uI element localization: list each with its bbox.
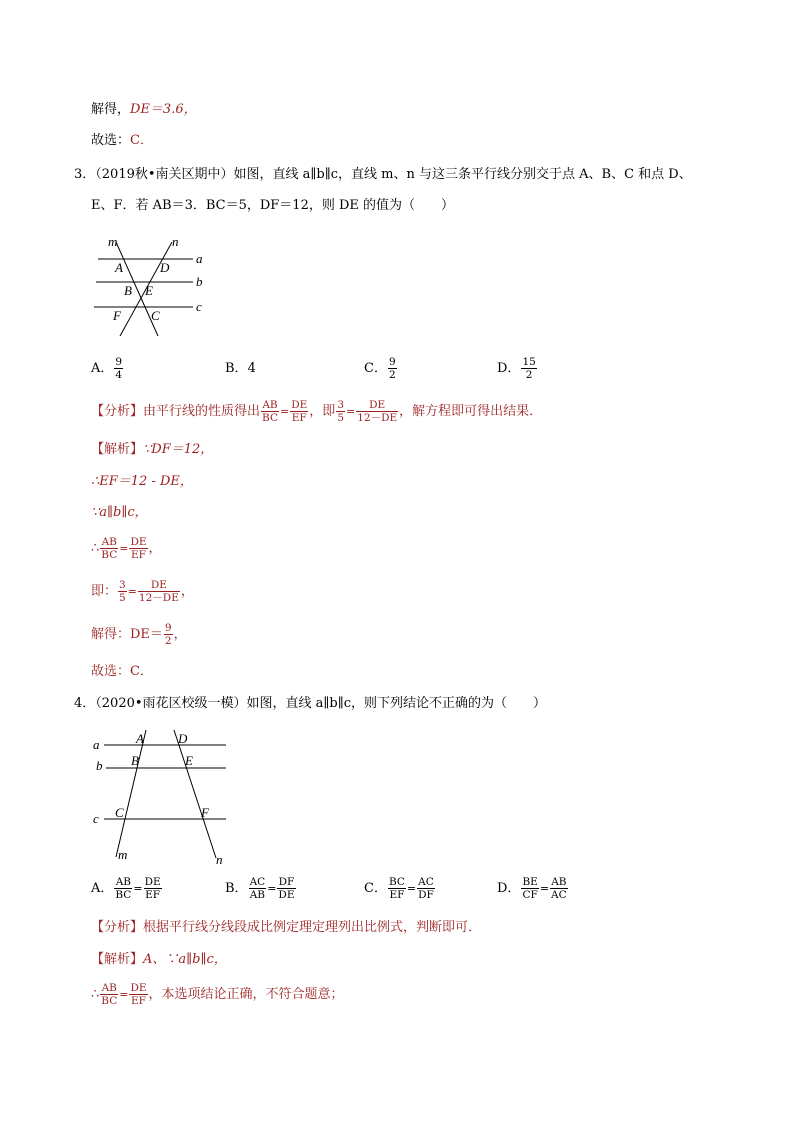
- frac-num: 3: [337, 399, 344, 411]
- q4-option-a-letter: A．: [91, 881, 114, 896]
- comma: ，: [180, 584, 194, 599]
- frac-num: DE: [291, 399, 308, 411]
- q3-sol-line1: [91, 440, 213, 460]
- q3-option-d-den: 2: [525, 369, 533, 381]
- q4-figure: [88, 724, 238, 869]
- q4-sol-line2: [91, 978, 344, 1012]
- q3-stem-1: （2019秋•南关区期中）如图，直线 a∥b∥c，直线 m、n 与这三条平行线分别交于点 A、B、C 和点 D、: [95, 167, 692, 182]
- q4-sol-tag: 【解析】: [91, 952, 144, 967]
- eq-sign: =: [406, 882, 417, 895]
- q4-label-b: b: [96, 758, 103, 773]
- frac-num: AB: [551, 876, 567, 888]
- frac-den: 2: [164, 635, 172, 647]
- q4-option-d-frac2: [550, 876, 568, 901]
- q3-option-a-frac: [114, 356, 123, 381]
- q3-stem-line1: [74, 165, 692, 185]
- prev-solve-prefix: 解得，: [91, 102, 131, 117]
- q3-sol5-frac2: [138, 579, 180, 604]
- frac-den: DE: [278, 889, 295, 901]
- q4-option-b-frac2: [277, 876, 295, 901]
- frac-num: DE: [130, 536, 147, 548]
- q3-analysis-frac4: [356, 399, 398, 424]
- q3-stem-line2: E、F．若 AB＝3．BC＝5，DF＝12，则 DE 的值为（ ）: [91, 198, 455, 213]
- q3-choose: 故选：C．: [91, 664, 153, 679]
- q3-analysis-frac2: [290, 399, 308, 424]
- q3-label-A: A: [115, 260, 123, 275]
- q4-option-d[interactable]: [497, 872, 569, 906]
- frac-num: BC: [388, 876, 405, 888]
- q4-option-c-frac1: [388, 876, 406, 901]
- frac-den: AB: [249, 889, 266, 901]
- frac-den: BC: [115, 889, 132, 901]
- frac-num: 9: [164, 622, 172, 634]
- q4-label-n: n: [216, 852, 223, 867]
- frac-den: CF: [522, 889, 538, 901]
- q3-label-c: c: [196, 299, 202, 314]
- frac-num: DE: [356, 399, 398, 412]
- q4-sol2-frac1: [100, 982, 118, 1007]
- q4-option-c-letter: C．: [364, 881, 387, 896]
- q4-analysis: [91, 918, 481, 938]
- eq-sign: =: [133, 882, 143, 895]
- q3-option-d[interactable]: [497, 353, 538, 385]
- q3-analysis-frac3: [336, 399, 345, 424]
- frac-num: AB: [101, 536, 117, 548]
- q3-sol4-frac2: [129, 536, 147, 561]
- q4-option-a[interactable]: [91, 872, 163, 906]
- q4-label-m: m: [118, 847, 128, 862]
- q4-option-b[interactable]: [225, 872, 297, 906]
- frac-den: 12－DE: [357, 412, 398, 424]
- eq-sign: =: [127, 585, 137, 598]
- q3-option-d-num: 15: [522, 356, 536, 368]
- frac-den: 12－DE: [138, 592, 179, 604]
- frac-den: EF: [131, 549, 146, 561]
- frac-den: EF: [291, 412, 307, 424]
- eq-sign: =: [119, 988, 129, 1001]
- q3-option-d-frac: [521, 356, 536, 381]
- frac-num: 3: [119, 579, 126, 591]
- frac-num: AC: [249, 876, 266, 888]
- q4-option-a-frac2: [144, 876, 162, 901]
- q3-option-c-den: 2: [388, 369, 396, 381]
- q3-analysis-text-a: 由平行线的性质得出: [143, 404, 261, 419]
- q4-option-d-frac1: [521, 876, 538, 901]
- q4-option-b-frac1: [249, 876, 267, 901]
- q3-option-b-text: 4: [247, 361, 256, 376]
- frac-num: AB: [262, 399, 278, 411]
- prev-choose-answer: C．: [130, 133, 153, 148]
- frac-den: EF: [131, 995, 146, 1007]
- q4-sol-line1: [91, 950, 227, 970]
- q3-option-d-letter: D．: [497, 361, 521, 376]
- q3-option-c-num: 9: [388, 356, 396, 368]
- frac-den: AC: [551, 889, 567, 901]
- q4-option-c-frac2: [417, 876, 435, 901]
- q4-option-c[interactable]: [364, 872, 436, 906]
- frac-den: DF: [418, 889, 434, 901]
- q3-label-B: B: [124, 283, 132, 298]
- q3-sol6-frac: [164, 622, 173, 647]
- q3-analysis: [91, 396, 542, 428]
- frac-num: DE: [138, 579, 180, 592]
- q3-label-C: C: [151, 308, 160, 323]
- q3-option-b-letter: B．: [225, 361, 248, 376]
- q3-sol-tag: 【解析】: [91, 442, 144, 457]
- frac-num: AB: [115, 876, 132, 888]
- frac-den: EF: [145, 889, 161, 901]
- q3-label-b: b: [196, 274, 203, 289]
- frac-num: DE: [144, 876, 161, 888]
- q4-option-d-letter: D．: [497, 881, 521, 896]
- q4-label-a: a: [93, 737, 100, 752]
- q3-analysis-text-b: ，即: [309, 404, 336, 419]
- q4-sol2-prefix: ∴: [91, 987, 100, 1002]
- q3-sol1: ∵DF＝12，: [143, 442, 214, 457]
- frac-den: BC: [101, 995, 118, 1007]
- q4-sol2-suffix: ，本选项结论正确，不符合题意；: [148, 987, 344, 1002]
- eq-sign: =: [346, 405, 356, 418]
- q4-label-c: c: [93, 811, 99, 826]
- eq-sign: =: [539, 882, 550, 895]
- q3-option-c[interactable]: [364, 353, 398, 385]
- q3-sol-line3: ∵a∥b∥c，: [91, 505, 148, 520]
- q4-option-b-letter: B．: [225, 881, 248, 896]
- q3-option-a-letter: A．: [91, 361, 114, 376]
- eq-sign: =: [267, 882, 277, 895]
- q3-analysis-text-c: ，解方程即可得出结果．: [399, 404, 543, 419]
- q4-sol2-frac2: [129, 982, 147, 1007]
- frac-den: EF: [389, 889, 405, 901]
- eq-sign: =: [119, 542, 129, 555]
- q3-label-D: D: [160, 260, 170, 275]
- q3-label-n: n: [172, 234, 179, 249]
- q3-label-a: a: [196, 251, 203, 266]
- q3-option-a-num: 9: [115, 356, 123, 368]
- q3-analysis-frac1: [261, 399, 279, 424]
- q3-sol-line4: [91, 532, 162, 566]
- q4-number: 4．: [74, 696, 96, 711]
- q4-label-A: A: [136, 731, 144, 746]
- q4-stem: [74, 694, 546, 714]
- q3-sol4-frac1: [100, 536, 118, 561]
- q3-option-c-letter: C．: [364, 361, 387, 376]
- frac-den: 5: [337, 412, 344, 424]
- q4-line-m: [116, 730, 146, 857]
- frac-num: BE: [522, 876, 538, 888]
- eq-sign: =: [279, 405, 290, 418]
- frac-num: AB: [101, 982, 117, 994]
- q3-analysis-tag: 【分析】: [91, 404, 144, 419]
- q4-line-n: [174, 730, 216, 858]
- comma: ，: [173, 627, 187, 642]
- prev-solve-line: [91, 100, 197, 120]
- q3-option-c-frac: [388, 356, 397, 381]
- q3-label-m: m: [108, 234, 118, 249]
- frac-num: DF: [278, 876, 295, 888]
- q3-option-a[interactable]: [91, 353, 124, 385]
- q4-label-F: F: [201, 805, 209, 820]
- frac-num: AC: [418, 876, 434, 888]
- q3-sol-line6: [91, 618, 187, 652]
- q3-number: 3．: [74, 167, 96, 182]
- q3-sol4-prefix: ∴: [91, 541, 100, 556]
- q3-sol-line2: ∴EF＝12 - DE，: [91, 474, 193, 489]
- q4-analysis-text: 根据平行线分线段成比例定理定理列出比例式，判断即可．: [143, 920, 482, 935]
- frac-num: DE: [130, 982, 147, 994]
- q3-sol5-frac1: [118, 579, 127, 604]
- prev-choose-label: 故选：: [91, 133, 131, 148]
- q4-stem-text: （2020•雨花区校级一模）如图，直线 a∥b∥c，则下列结论不正确的为（ ）: [95, 696, 547, 711]
- q4-option-a-frac1: [114, 876, 132, 901]
- comma: ，: [148, 541, 162, 556]
- q3-label-E: E: [145, 283, 153, 298]
- prev-choose-line: [91, 131, 153, 151]
- q3-sol-line5: [91, 575, 194, 609]
- q3-sol6-prefix: 解得：DE＝: [91, 627, 163, 642]
- q4-analysis-tag: 【分析】: [91, 920, 144, 935]
- q4-label-D: D: [178, 731, 188, 746]
- frac-den: BC: [101, 549, 118, 561]
- q4-sol1: A、∵a∥b∥c，: [143, 952, 227, 967]
- q3-option-a-den: 4: [115, 369, 123, 381]
- q4-label-B: B: [131, 753, 139, 768]
- q4-label-C: C: [115, 805, 124, 820]
- q3-figure: [88, 228, 218, 343]
- q3-option-b[interactable]: [225, 359, 256, 379]
- prev-solve-value: DE＝3.6，: [130, 102, 197, 117]
- frac-den: BC: [262, 412, 278, 424]
- frac-den: 5: [119, 592, 126, 604]
- q3-sol5-prefix: 即：: [91, 584, 118, 599]
- q3-label-F: F: [113, 308, 121, 323]
- q4-label-E: E: [185, 753, 193, 768]
